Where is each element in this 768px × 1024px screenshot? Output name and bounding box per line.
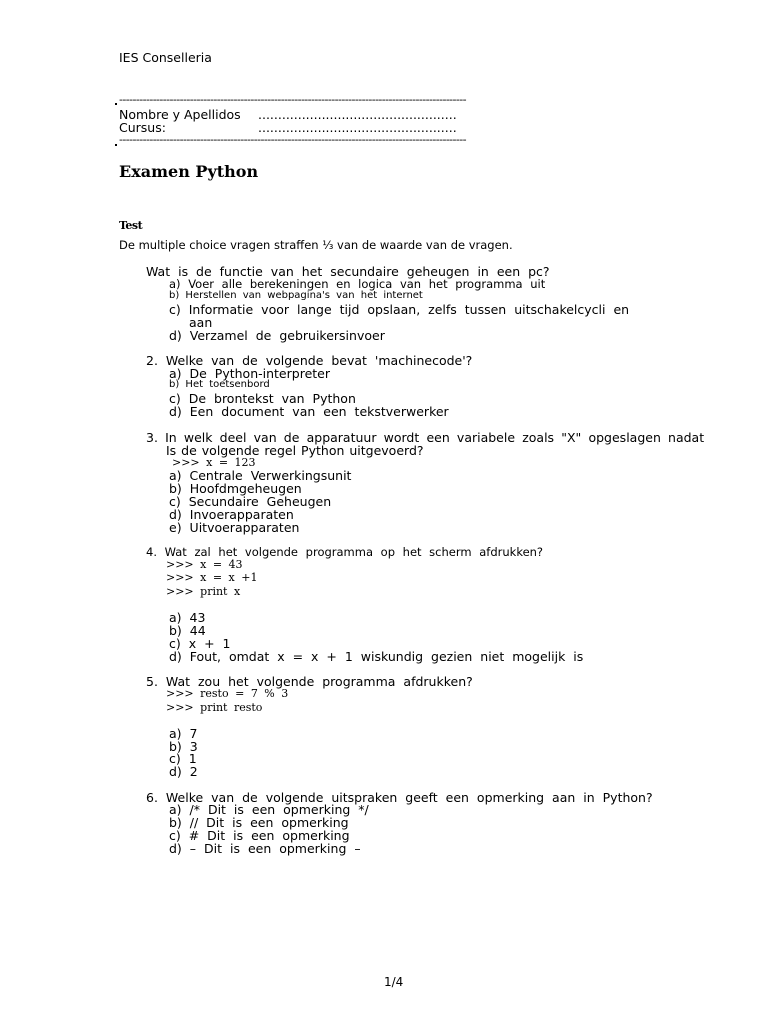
q6-option-b[interactable]: b) // Dit is een opmerking — [169, 815, 349, 830]
q5-code-1: >>> resto = 7 % 3 — [166, 687, 289, 700]
q3-option-b[interactable]: b) Hoofdmgeheugen — [169, 481, 302, 496]
q6-option-c[interactable]: c) # Dit is een opmerking — [169, 828, 350, 843]
course-label: Cursus: — [119, 120, 166, 135]
q2-option-d[interactable]: d) Een document van een tekstverwerker — [169, 404, 449, 419]
question-6: 6. Welke van de volgende uitspraken geeft een opmerking aan in Python? — [146, 790, 653, 805]
q1-option-c-cont: aan — [189, 315, 213, 330]
q4-code-3: >>> print x — [166, 585, 241, 598]
q4-option-d[interactable]: d) Fout, omdat x = x + 1 wiskundig gezien niet mogelijk is — [169, 649, 584, 664]
q4-option-a[interactable]: a) 43 — [169, 610, 206, 625]
q1-option-a[interactable]: a) Voer alle berekeningen en logica van het programma uit — [169, 277, 546, 291]
name-label: Nombre y Apellidos — [119, 107, 241, 122]
separator-bottom: ------------------------------------------------------------------------------------------------------- — [119, 133, 467, 146]
section-heading: Test — [119, 219, 143, 232]
q3-code: >>> x = 123 — [172, 456, 256, 469]
q4-option-b[interactable]: b) 44 — [169, 623, 206, 638]
q6-option-d[interactable]: d) – Dit is een opmerking – — [169, 841, 361, 856]
q1-option-d[interactable]: d) Verzamel de gebruikersinvoer — [169, 328, 385, 343]
q5-option-b[interactable]: b) 3 — [169, 739, 198, 754]
q4-code-1: >>> x = 43 — [166, 558, 243, 571]
name-field[interactable]: .................................................. — [258, 107, 457, 122]
q3-option-c[interactable]: c) Secundaire Geheugen — [169, 494, 332, 509]
q5-option-d[interactable]: d) 2 — [169, 764, 198, 779]
q3-option-a[interactable]: a) Centrale Verwerkingsunit — [169, 468, 352, 483]
q5-option-c[interactable]: c) 1 — [169, 751, 197, 766]
page-number: 1/4 — [384, 975, 404, 989]
margin-mark — [115, 103, 117, 105]
question-3-cont: Is de volgende regel Python uitgevoerd? — [166, 443, 424, 458]
question-4: 4. Wat zal het volgende programma op het scherm afdrukken? — [146, 545, 544, 559]
q3-option-d[interactable]: d) Invoerapparaten — [169, 507, 294, 522]
margin-mark — [115, 144, 117, 146]
q5-option-a[interactable]: a) 7 — [169, 726, 198, 741]
q5-code-2: >>> print resto — [166, 701, 263, 714]
q2-option-b[interactable]: b) Het toetsenbord — [169, 379, 270, 390]
q4-code-2: >>> x = x +1 — [166, 571, 258, 584]
page-title: Examen Python — [119, 162, 259, 181]
q3-option-e[interactable]: e) Uitvoerapparaten — [169, 520, 300, 535]
q6-option-a[interactable]: a) /* Dit is een opmerking */ — [169, 802, 369, 817]
separator-top: ------------------------------------------------------------------------------------------------------- — [119, 93, 467, 106]
school-name: IES Conselleria — [119, 50, 212, 65]
question-3: 3. In welk deel van de apparatuur wordt een variabele zoals "X" opgeslagen nadat — [146, 430, 705, 445]
q1-option-b[interactable]: b) Herstellen van webpagina's van het internet — [169, 290, 423, 301]
q1-option-c[interactable]: c) Informatie voor lange tijd opslaan, zelfs tussen uitschakelcycli en — [169, 302, 630, 317]
q2-option-c[interactable]: c) De brontekst van Python — [169, 391, 356, 406]
question-2: 2. Welke van de volgende bevat 'machinecode'? — [146, 353, 473, 368]
q4-option-c[interactable]: c) x + 1 — [169, 636, 231, 651]
question-1: Wat is de functie van het secundaire geheugen in een pc? — [146, 264, 550, 279]
q2-option-a[interactable]: a) De Python-interpreter — [169, 366, 330, 381]
intro-text: De multiple choice vragen straffen ⅓ van de waarde van de vragen. — [119, 238, 513, 252]
course-field[interactable]: .................................................. — [258, 120, 457, 135]
question-5: 5. Wat zou het volgende programma afdrukken? — [146, 674, 473, 689]
